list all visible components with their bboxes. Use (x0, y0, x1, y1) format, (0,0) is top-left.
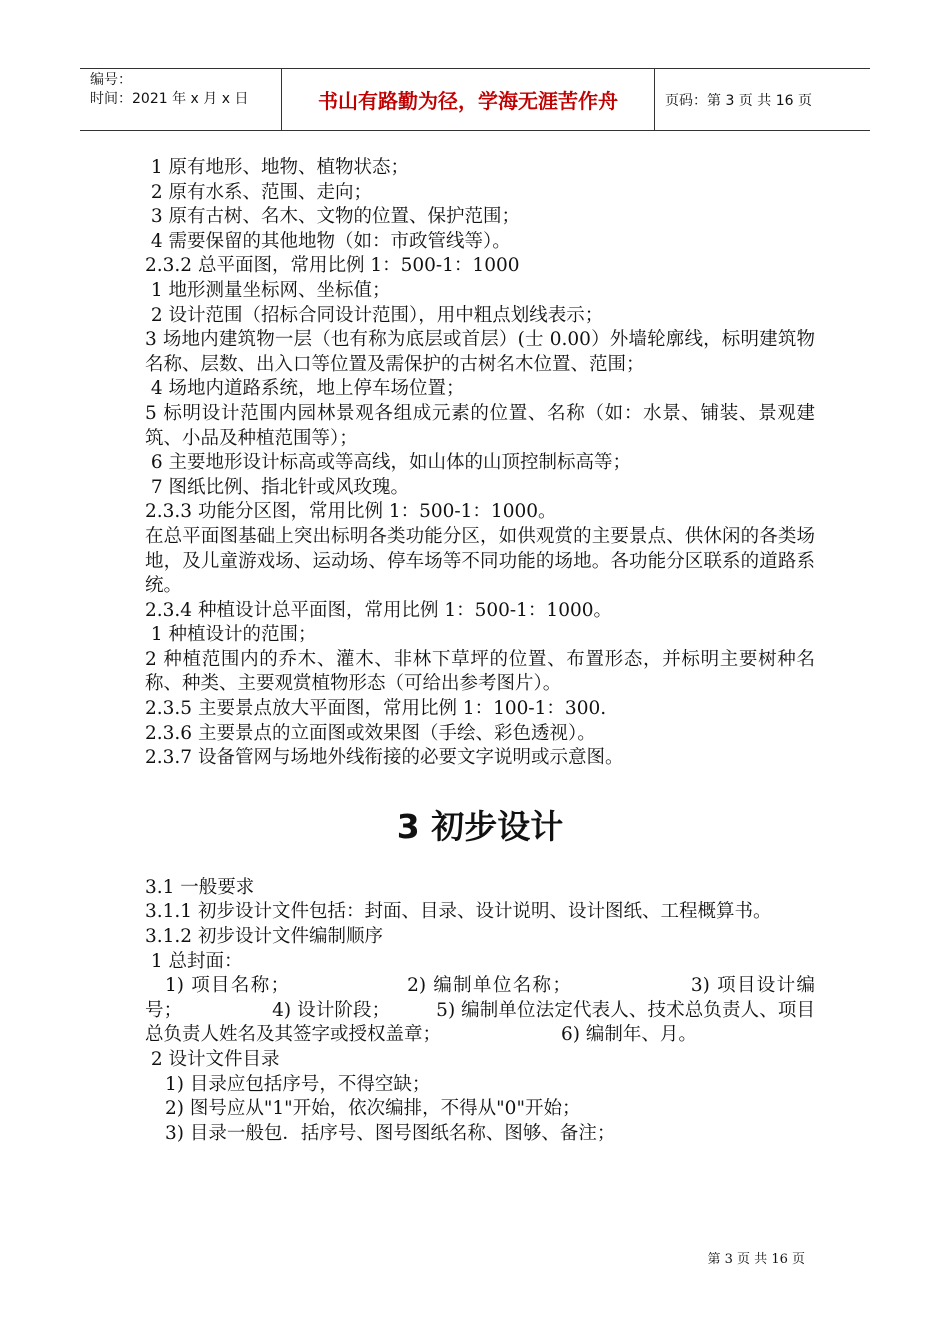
body-line: 3 原有古树、名木、文物的位置、保护范围； (145, 206, 521, 228)
header-motto: 书山有路勤为径，学海无涯苦作舟 (282, 69, 655, 130)
body-line: 2 原有水系、范围、走向； (145, 181, 373, 203)
document-number-label: 编号： (90, 72, 132, 88)
body-line: 4 需要保留的其他地物（如：市政管线等）。 (145, 230, 511, 252)
body-line: 2 设计文件目录 (145, 1049, 280, 1070)
cover-item: 4) 设计阶段； (272, 999, 391, 1021)
section-heading: 3.1 一般要求 (145, 876, 255, 898)
body-line: 1 地形测量坐标网、坐标值； (145, 279, 391, 301)
cover-item: 1) 项目名称； (165, 975, 290, 997)
body-line: 2) 图号应从"1"开始，依次编排，不得从"0"开始； (165, 1098, 581, 1120)
body-line: 3) 目录一般包．括序号、图号图纸名称、图够、备注； (165, 1122, 616, 1144)
section-heading: 2.3.5 主要景点放大平面图，常用比例 1：100-1：300. (145, 698, 607, 720)
section-heading: 2.3.7 设备管网与场地外线衔接的必要文字说明或示意图。 (145, 747, 624, 769)
cover-item: 6) 编制年、月。 (561, 1024, 697, 1046)
body-line: 1) 目录应包括序号，不得空缺； (165, 1073, 431, 1095)
body-paragraph: 3 场地内建筑物一层（也有称为底层或首层）(士 0.00）外墙轮廓线，标明建筑物名称、层数、出入口等位置及需保护的古树名木位置、范围； (145, 329, 815, 375)
document-date: 时间：2021 年 x 月 x 日 (90, 91, 249, 107)
page-header (80, 68, 870, 131)
body-paragraph: 3.1.1 初步设计文件包括：封面、目录、设计说明、设计图纸、工程概算书。 (145, 901, 772, 923)
body-line: 6 主要地形设计标高或等高线，如山体的山顶控制标高等； (145, 452, 632, 474)
section-heading: 3.1.2 初步设计文件编制顺序 (145, 926, 383, 948)
body-line: 4 场地内道路系统，地上停车场位置； (145, 378, 465, 400)
cover-item: 2) 编制单位名称； (407, 975, 571, 997)
section-heading: 2.3.3 功能分区图，常用比例 1：500-1：1000。 (145, 501, 557, 523)
body-line: 2 设计范围（招标合同设计范围），用中粗点划线表示； (145, 304, 604, 326)
body-line: 7 图纸比例、指北针或风玫瑰。 (145, 476, 410, 498)
cover-item: 3) 项目设计编号； (145, 975, 816, 1021)
chapter-title: 3 初步设计 (396, 806, 564, 846)
cover-item: 5) 编制单位法定代表人、技术总负责人、项目总负责人姓名及其签字或授权盖章； (145, 999, 816, 1046)
body-line: 1 总封面： (145, 950, 243, 972)
section-heading: 2.3.4 种植设计总平面图，常用比例 1：500-1：1000。 (145, 599, 613, 621)
page-footer: 第 3 页 共 16 页 (707, 1252, 805, 1267)
cover-items-paragraph (145, 974, 815, 1048)
body-paragraph: 2 种植范围内的乔木、灌木、非林下草坪的位置、布置形态，并标明主要树种名称、种类、主要观赏植物形态（可给出参考图片）。 (145, 648, 815, 695)
body-paragraph: 5 标明设计范围内园林景观各组成元素的位置、名称（如：水景、铺装、景观建筑、小品及种植范围等）； (145, 402, 815, 449)
document-body (145, 156, 815, 1146)
header-page-info: 页码：第 3 页 共 16 页 (665, 92, 812, 109)
section-heading: 2.3.6 主要景点的立面图或效果图（手绘、彩色透视）。 (145, 722, 596, 744)
header-meta (80, 69, 282, 130)
body-line: 1 原有地形、地物、植物状态； (145, 157, 410, 178)
body-line: 1 种植设计的范围； (145, 624, 317, 646)
body-paragraph: 在总平面图基础上突出标明各类功能分区，如供观赏的主要景点、供休闲的各类场地，及儿童游戏场、运动场、停车场等不同功能的场地。各功能分区联系的道路系统。 (145, 525, 815, 597)
section-heading: 2.3.2 总平面图，常用比例 1：500-1：1000 (145, 255, 520, 277)
